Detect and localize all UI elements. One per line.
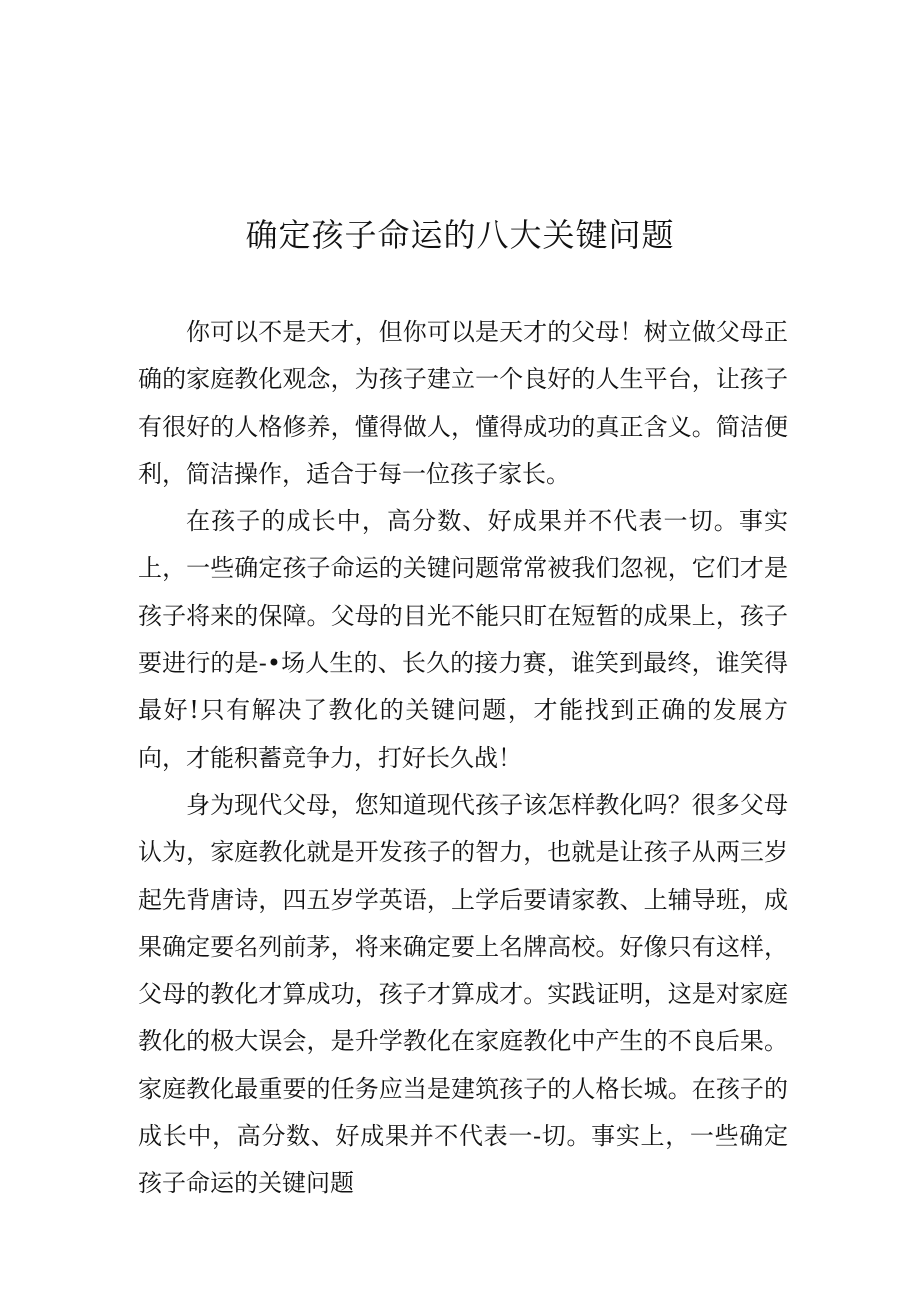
document-body [138,309,788,1208]
paragraph-1: 你可以不是天才，但你可以是天才的父母！树立做父母正确的家庭教化观念，为孩子建立一个良好的人生平台，让孩子有很好的人格修养，懂得做人，懂得成功的真正含义。简洁便利，简洁操作，适合于每一位孩子家长。 [138,318,788,488]
paragraph-3: 身为现代父母，您知道现代孩子该怎样教化吗？很多父母认为，家庭教化就是开发孩子的智力，也就是让孩子从两三岁起先背唐诗，四五岁学英语，上学后要请家教、上辅导班，成果确定要名列前茅，将来确定要上名牌高校。好像只有这样，父母的教化才算成功，孩子才算成才。实践证明，这是对家庭教化的极大误会，是升学教化在家庭教化中产生的不良后果。家庭教化最重要的任务应当是建筑孩子的人格长城。在孩子的成长中，高分数、好成果并不代表一-切。事实上，一些确定孩子命运的关键问题 [138,790,788,1198]
paragraph-2: 在孩子的成长中，高分数、好成果并不代表一切。事实上，一些确定孩子命运的关键问题常常被我们忽视，它们才是孩子将来的保障。父母的目光不能只盯在短暂的成果上，孩子要进行的是-•场人生的、长久的接力赛，谁笑到最终，谁笑得最好!只有解决了教化的关键问题，才能找到正确的发展方向，才能积蓄竞争力，打好长久战！ [138,507,788,772]
document-title: 确定孩子命运的八大关键问题 [245,216,675,254]
